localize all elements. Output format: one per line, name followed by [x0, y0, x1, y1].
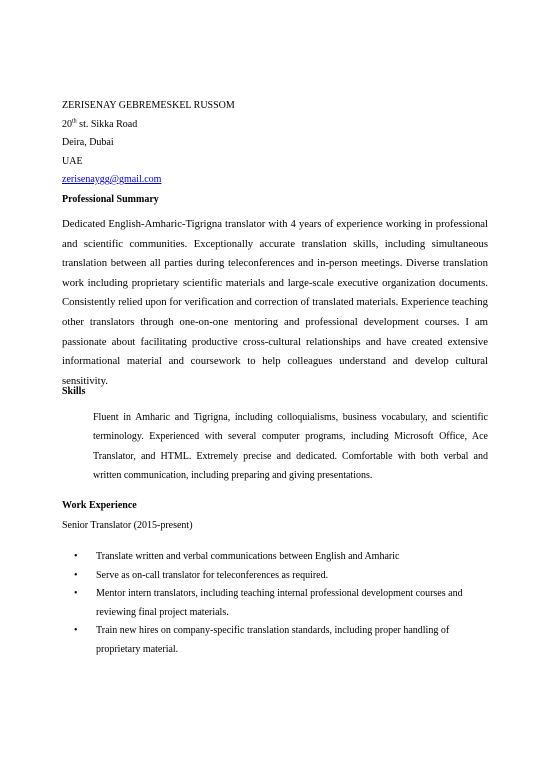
contact-block [62, 97, 235, 190]
bullet-icon: • [74, 625, 78, 637]
bullet-icon: • [74, 588, 78, 600]
skills-text: Fluent in Amharic and Tigrigna, including colloquialisms, business vocabulary, and scientific terminology. Experienced with several computer programs, including Microsoft Office, Ace Translator, and HTML. Extremely precise and dedicated. Comfortable with both verbal and written communication, including preparing and giving presentations. [93, 412, 488, 481]
duty-text: Serve as on-call translator for teleconferences as required. [96, 569, 329, 581]
country: UAE [62, 155, 83, 167]
street-number-suffix: th [72, 118, 77, 125]
bullet-icon: • [74, 569, 78, 581]
applicant-name: ZERISENAY GEBREMESKEL RUSSOM [62, 100, 235, 111]
street-number: 20 [62, 118, 72, 130]
street-name: st. Sikka Road [76, 118, 138, 130]
duty-text: Mentor intern translators, including teaching internal professional development courses and reviewing final project materials. [96, 588, 463, 618]
duty-text: Train new hires on company-specific translation standards, including proper handling of proprietary material. [96, 625, 450, 655]
list-item [62, 585, 488, 622]
email-link[interactable]: zerisenaygg@gmail.com [62, 174, 162, 185]
job-duties-list [62, 548, 488, 660]
street-address [62, 116, 235, 135]
city: Deira, Dubai [62, 137, 114, 148]
job-title: Senior Translator (2015-present) [62, 520, 193, 531]
list-item [62, 548, 488, 567]
professional-summary-heading: Professional Summary [62, 194, 159, 205]
list-item [62, 622, 488, 659]
bullet-icon: • [74, 551, 78, 562]
skills-heading: Skills [62, 386, 86, 397]
list-item [62, 567, 488, 586]
work-experience-heading: Work Experience [62, 500, 137, 511]
duty-text: Translate written and verbal communications between English and Amharic [96, 551, 400, 562]
professional-summary-text: Dedicated English-Amharic-Tigrigna translator with 4 years of experience working in professional and scientific communities. Exceptionally accurate translation skills, including simultaneous translation between all parties during teleconferences and in-person meetings. Diverse translation work including proprietary scientific materials and large-scale executive organization documents. Consistently relied upon for verification and correction of translated materials. Experience teaching other translators through one-on-one mentoring and professional development courses. I am passionate about facilitating productive cross-cultural relationships and have created extensive informational material and coursework to help colleagues understand and develop cultural sensitivity. [62, 218, 488, 387]
